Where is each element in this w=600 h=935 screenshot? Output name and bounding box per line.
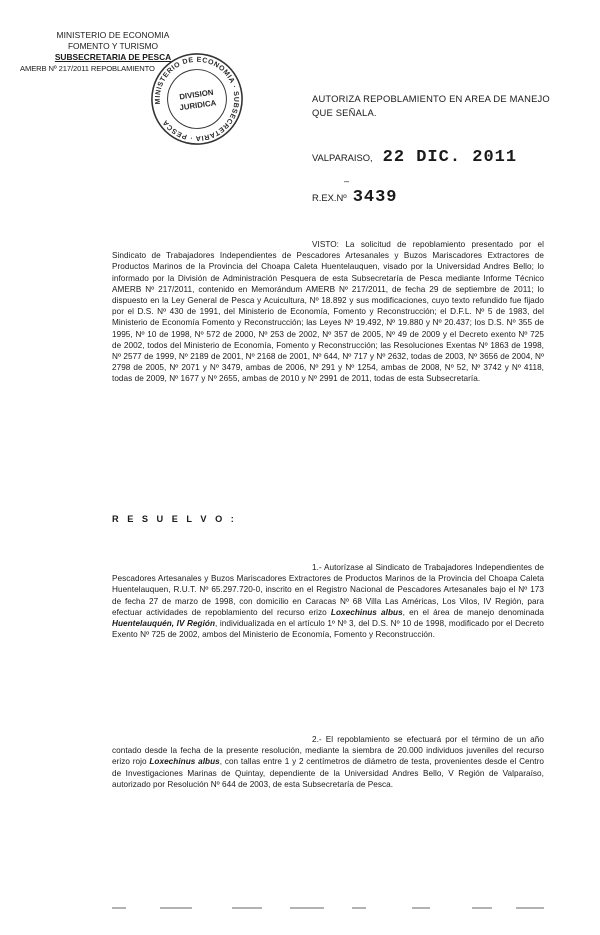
ministry-subname: FOMENTO Y TURISMO	[67, 41, 159, 51]
resuelvo-heading: R E S U E L V O :	[112, 514, 237, 524]
date-line	[312, 148, 517, 167]
resolution-paragraph-1	[112, 562, 544, 640]
resolution-subject: AUTORIZA REPOBLAMIENTO EN AREA DE MANEJO QUE SEÑALA.	[312, 93, 550, 118]
rex-number: 3439	[352, 188, 398, 207]
ministry-name: MINISTERIO DE ECONOMIA	[56, 30, 170, 40]
p2-text-b: , con tallas entre 1 y 2 centímetros de diámetro de testa, provenientes desde el Centro de Investigaciones Marinas de Quintay, dependiente de la Universidad Andres Bello, V Región de Valparaíso, autorizado por Resolución Nº 644 de 2003, de esta Subsecretaría de Pesca.	[112, 757, 544, 789]
visto-lead: VISTO:	[312, 240, 339, 249]
p1-text-c: , individualizada en el artículo 1º Nº 3, del D.S. Nº 10 de 1998, modificado por el Decreto Exento Nº 725 de 2002, ambos del Ministerio de Economía, Fomento y Reconstrucción.	[112, 619, 545, 640]
stamp-center-line1: DIVISION	[178, 87, 215, 102]
juridica-stamp	[148, 50, 246, 148]
resolution-paragraph-2	[112, 734, 544, 790]
p1-text-a: 1.- Autorízase al Sindicato de Trabajadores Independientes de Pescadores Artesanales y Buzos Mariscadores Extractores de Productos Marinos de la Provincia del Choapa Caleta Huentelauquen, R.U.T. Nº 65.297.720-0, inscrito en el Registro Nacional de Pescadores Artesanales bajo el Nº 173 de fecha 27 de marzo de 1998, con domicilio en Caracas Nº 68 Villa Las Américas, Los Vilos, IV Región, para efectuar actividades de repoblamiento del recurso erizo	[112, 563, 544, 617]
place-label: VALPARAISO,	[312, 152, 373, 163]
p1-area: Huentelauquén, IV Región	[112, 619, 216, 629]
footer-dashes	[112, 905, 544, 911]
subsecretary-name: SUBSECRETARIA DE PESCA	[54, 52, 172, 62]
resolution-number-line	[312, 188, 398, 207]
date-stamp: 22 DIC. 2011	[382, 148, 518, 167]
p2-text-a: 2.- El repoblamiento se efectuará por el término de un año contado desde la fecha de la presente resolución, mediante la siembra de 20.000 individuos juveniles del recurso erizo rojo	[112, 735, 544, 767]
p1-text-b: , en el área de manejo denominada	[402, 607, 544, 617]
p2-species: Loxechinus albus	[149, 757, 220, 767]
visto-text: La solicitud de repoblamiento presentado por el Sindicato de Trabajadores Independientes de Pescadores Artesanales y Buzos Mariscadores Extractores de Productos Marinos de la Provincia del Choapa Caleta Huentelauquen, visado por la Universidad Andres Bello; lo informado por la División de Administración Pesquera de esta Subsecretaría de Pesca mediante Informe Técnico AMERB Nº 217/2011, contenido en Memorándum AMERB Nº 217/2011, de fecha 29 de septiembre de 2011; lo dispuesto en la Ley General de Pesca y Acuicultura, Nº 18.892 y sus modificaciones, cuyo texto refundido fue fijado por el D.S. Nº 430 de 1991, del Ministerio de Economía, Fomento y Reconstrucción; el D.F.L. Nº 5 de 1983, del Ministerio de Economía Fomento y Reconstrucción; las Leyes Nº 19.492, Nº 19.880 y Nº 20.437; los D.S. Nº 355 de 1995, Nº 10 de 1998, Nº 572 de 2000, Nº 253 de 2002, Nº 357 de 2005, Nº 49 de 2009 y el Decreto exento Nº 725 de 2002, todos del Ministerio de Economía, Fomento y Reconstrucción; las Resoluciones Exentas Nº 1863 de 1998, Nº 2577 de 1999, Nº 2189 de 2001, Nº 2168 de 2001, Nº 644, Nº 717 y Nº 2632, todas de 2003, Nº 3656 de 2004, Nº 2798 de 2005, Nº 2071 y Nº 3479, ambas de 2006, Nº 291 y Nº 1254, ambas de 2008, Nº 52, Nº 3742 y Nº 4118, todas de 2009, Nº 1677 y Nº 2655, ambas de 2010 y Nº 2991 de 2011, todas de esta Subsecretaría.	[112, 240, 545, 384]
rex-label: R.EX.Nº	[312, 192, 347, 203]
file-reference: AMERB Nº 217/2011 REPOBLAMIENTO	[20, 64, 155, 73]
visto-paragraph	[112, 239, 544, 385]
p1-species: Loxechinus albus	[330, 607, 403, 617]
stamp-ring-text: MINISTERIO DE ECONOMIA · SUBSECRETARIA · PESCA	[154, 56, 240, 142]
dash-mark: –	[344, 176, 350, 186]
stamp-center-line2: JURIDICA	[178, 98, 217, 113]
